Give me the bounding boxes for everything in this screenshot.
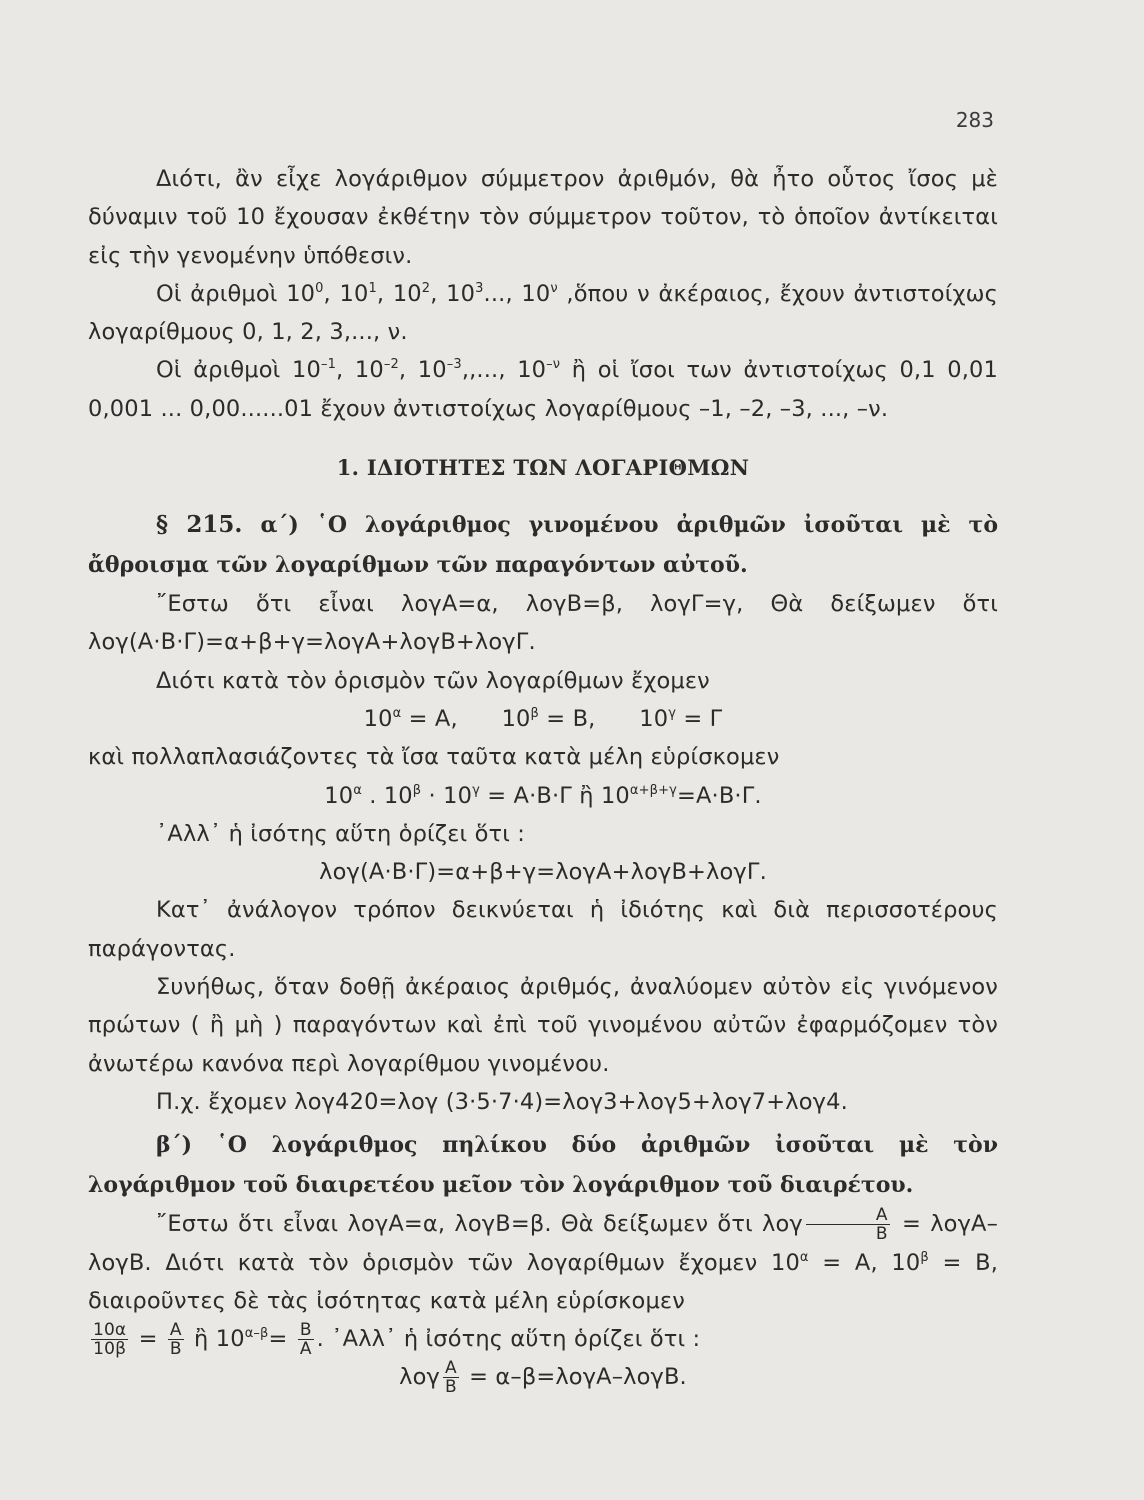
s215-paragraph-1: ῎Εστω ὅτι εἶναι λογΑ=α, λογΒ=β, λογΓ=γ, Θὰ δείξωμεν ὅτι λογ(Α·Β·Γ)=α+β+γ=λογΑ+λογΒ+λογΓ. [88, 591, 998, 656]
equation-2: $10^\alpha$ . $10^\beta \cdot 10^\gamma = A\cdot B\cdot\Gamma$ ἢ $10^{\alpha+\beta+\gamma}=A\cdot B\cdot\Gamma$. [324, 782, 762, 809]
final-equation: λογ $\frac{A}{B}$ = α–β=λογΑ–λογΒ. [399, 1358, 687, 1398]
intro-paragraph-3: Οἱ ἀριθμοὶ $10^{-1}$, $10^{-2}$, $10^{-3}$,,..., $10^{-\nu}$ ἢ οἱ ἴσοι των ἀντιστοίχως 0,1 0,01 0,001 ... 0,00......01 ἔχουν ἀντιστοίχως λογαρίθμους –1, –2, –3, ..., –ν. [88, 357, 998, 422]
fraction-final: $\frac{A}{B}$ [445, 1358, 457, 1398]
s215-paragraph-4: ᾿Αλλ᾿ ἡ ἰσότης αὕτη ὁρίζει ὅτι : [156, 820, 525, 847]
fraction-powers: $\frac{10\alpha}{10\beta}$ [93, 1320, 127, 1360]
s215-paragraph-3: καὶ πολλαπλασιάζοντες τὰ ἴσα ταῦτα κατὰ μέλη εὑρίσκομεν [88, 744, 780, 771]
intro-paragraph-2: Οἱ ἀριθμοὶ $10^0$, $10^1$, $10^2$, $10^3$..., $10^\nu$ ,ὅπου ν ἀκέραιος, ἔχουν ἀντιστοίχως λογαρίθμους 0, 1, 2, 3,..., ν. [88, 280, 998, 346]
intro-paragraph-1: Διότι, ἂν εἶχε λογάριθμον σύμμετρον ἀριθμόν, θὰ ἦτο οὗτος ἴσος μὲ δύναμιν τοῦ 10 ἔχουσαν ἐκθέτην τὸν σύμμετρον τοῦτον, τὸ ὁποῖον ἀντίκειται εἰς τὴν γενομένην ὑπόθεσιν. [88, 166, 998, 269]
page-body [88, 160, 998, 1397]
section-heading: 1. ΙΔΙΟΤΗΤΕΣ ΤΩΝ ΛΟΓΑΡΙΘΜΩΝ [336, 455, 750, 481]
fraction-b-a: $\frac{B}{A}$ [299, 1320, 312, 1360]
section-sign: § 215. [156, 511, 243, 539]
s215-paragraph-6: Συνήθως, ὅταν δοθῇ ἀκέραιος ἀριθμός, ἀναλύομεν αὐτὸν εἰς γινόμενον πρώτων ( ἢ μὴ ) παραγόντων καὶ ἐπὶ τοῦ γινομένου αὐτῶν ἐφαρμόζομεν τὸν ἀνωτέρω κανόνα περὶ λογαρίθμου γινομένου. [88, 974, 998, 1077]
equation-3: λογ(Α·Β·Γ)=α+β+γ=λογΑ+λογΒ+λογΓ. [319, 859, 767, 886]
equation-1: $10^\alpha = A$, $10^\beta = B$, $10^\gamma = \Gamma$ [363, 705, 723, 732]
fraction-a-over-b: $\frac{A}{B}$ [806, 1206, 890, 1243]
b-equation-line: $\frac{10\alpha}{10\beta}$ = $\frac{A}{B}$ ἢ $10^{\alpha-\beta}=$ $\frac{B}{A}$ . ᾿Αλλ᾿ ἡ ἰσότης αὕτη ὁρίζει ὅτι : [93, 1320, 701, 1360]
b-paragraph-1: ῎Εστω ὅτι εἶναι λογΑ=α, λογΒ=β. Θὰ δείξωμεν ὅτι λογ $\frac{A}{B}$ = λογΑ–λογΒ. Διότι κατὰ τὸν ὁρισμὸν τῶν λογαρίθμων ἔχομεν $10^\alpha = A$, $10^\beta = B$, διαιροῦντες δὲ τὰς ἰσότητας κατὰ μέλη εὑρίσκομεν [88, 1205, 998, 1314]
proposition-b: β΄) ῾Ο λογάριθμος πηλίκου δύο ἀριθμῶν ἰσοῦται μὲ τὸν λογάριθμον τοῦ διαιρετέου μεῖον τὸν λογάριθμον τοῦ διαιρέτου. [88, 1132, 998, 1199]
page-number: 283 [955, 108, 994, 132]
s215-paragraph-2: Διότι κατὰ τὸν ὁρισμὸν τῶν λογαρίθμων ἔχομεν [156, 667, 710, 694]
fraction-a-b: $\frac{A}{B}$ [169, 1320, 182, 1360]
s215-paragraph-5: Κατ᾿ ἀνάλογον τρόπον δεικνύεται ἡ ἰδιότης καὶ διὰ περισσοτέρους παράγοντας. [88, 897, 998, 962]
proposition-215: § 215. α΄) ῾Ο λογάριθμος γινομένου ἀριθμῶν ἰσοῦται μὲ τὸ ἄθροισμα τῶν λογαρίθμων τῶν παραγόντων αὐτοῦ. [88, 511, 998, 579]
s215-paragraph-7: Π.χ. ἔχομεν λογ420=λογ (3·5·7·4)=λογ3+λογ5+λογ7+λογ4. [156, 1088, 848, 1115]
